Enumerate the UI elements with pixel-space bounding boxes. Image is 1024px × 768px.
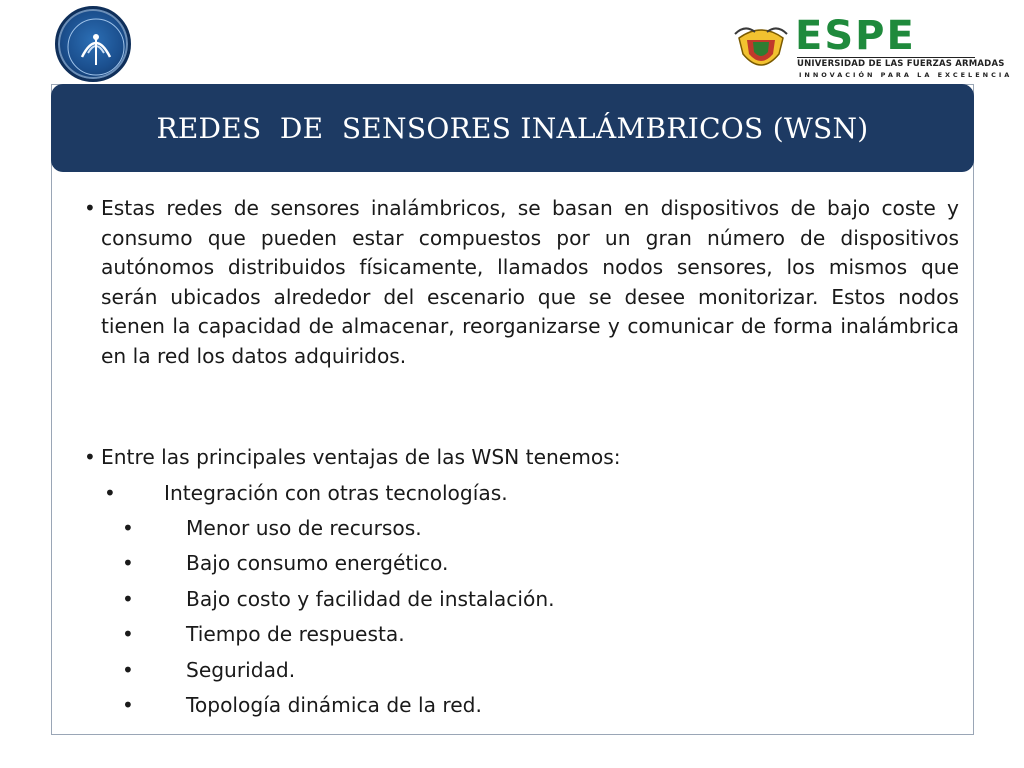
bullet-icon: •: [84, 445, 96, 469]
advantage-item: Integración con otras tecnologías.: [164, 481, 508, 505]
bullet-icon: •: [122, 587, 134, 611]
advantage-item: Seguridad.: [186, 658, 296, 682]
espe-wordmark: ESPE: [795, 13, 916, 59]
university-name: UNIVERSIDAD DE LAS FUERZAS ARMADAS: [797, 59, 1005, 69]
university-motto: INNOVACIÓN PARA LA EXCELENCIA: [799, 71, 1013, 79]
advantage-item: Bajo costo y facilidad de instalación.: [186, 587, 555, 611]
bullet-icon: •: [122, 551, 134, 575]
advantage-item: Bajo consumo energético.: [186, 551, 449, 575]
bullet-icon: •: [122, 693, 134, 717]
description-paragraph: Estas redes de sensores inalámbricos, se basan en dispositivos de bajo coste y consumo que pueden estar compuestos por un gran número de dispositivos autónomos distribuidos físicamente, llamados nodos sensores, los mismos que serán ubicados alrededor del escenario que se desee monitorizar. Estos nodos tienen la capacidad de almacenar, reorganizarse y comunicar de forma inalámbrica en la red los datos adquiridos.: [101, 196, 959, 368]
bullet-icon: •: [122, 622, 134, 646]
advantages-intro: Entre las principales ventajas de las WSN tenemos:: [101, 445, 621, 469]
bullet-icon: •: [122, 658, 134, 682]
bullet-icon: •: [122, 516, 134, 540]
advantage-item: Topología dinámica de la red.: [186, 693, 482, 717]
slide-title: REDES DE SENSORES INALÁMBRICOS (WSN): [156, 111, 869, 145]
advantage-item: Menor uso de recursos.: [186, 516, 422, 540]
bullet-icon: •: [104, 481, 116, 505]
advantage-item: Tiempo de respuesta.: [186, 622, 405, 646]
bullet-icon: •: [84, 196, 96, 220]
